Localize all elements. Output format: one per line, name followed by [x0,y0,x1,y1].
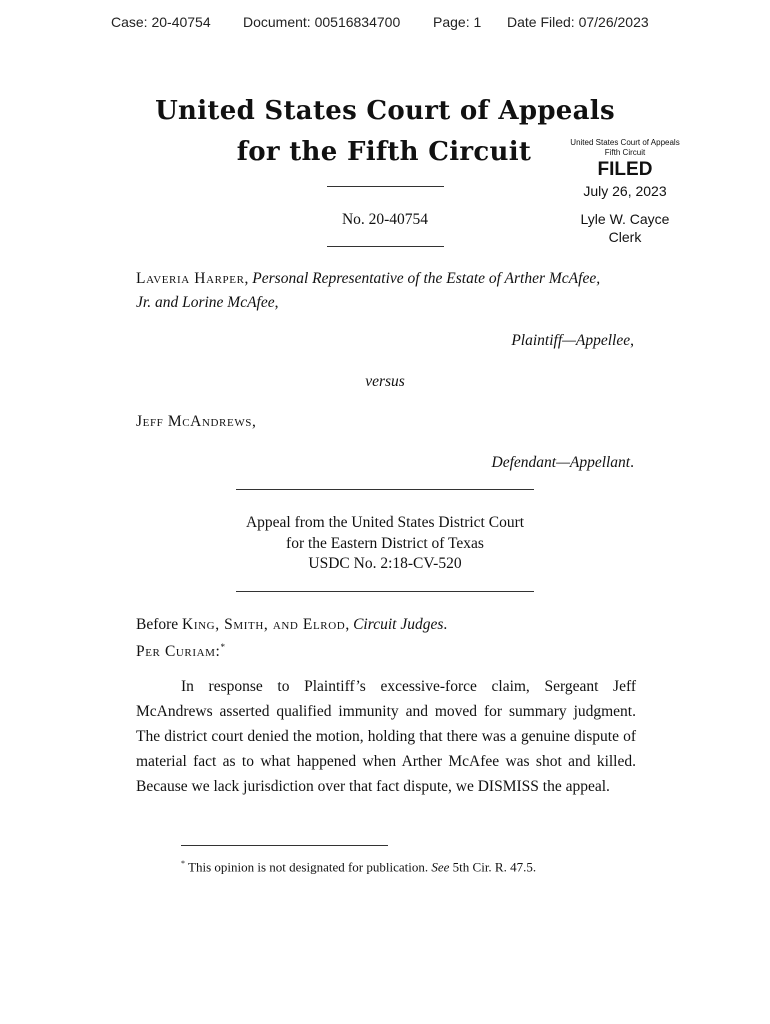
stamp-court: United States Court of Appeals [570,138,680,147]
defendant-line: Jeff McAndrews, [136,413,256,430]
footnote-marker-bottom: * [181,859,185,868]
circuit-name: for the Fifth Circuit [236,137,532,167]
per-curiam: Per Curiam: [136,643,221,661]
footnote-cite: 5th Cir. R. 47.5. [452,859,537,875]
plaintiff-role: Plaintiff—Appellee [511,332,631,349]
versus: versus [365,373,405,390]
stamp-filed: FILED [597,159,653,180]
per-curiam-line [136,642,225,661]
court-name: United States Court of Appeals [155,96,615,126]
divider [327,246,444,247]
stamp-clerk-name: Lyle W. Cayce [580,211,670,227]
appeal-line-1: Appeal from the United States District Court [245,514,525,531]
defendant-role: Defendant—Appellant [491,454,631,471]
plaintiff-line-2: Jr. and Lorine McAfee, [136,294,279,311]
opinion-paragraph: In response to Plaintiff’s excessive-force claim, Sergeant Jeff McAndrews asserted qualified immunity and moved for summary judgment. The district court denied the motion, holding that there was a genuine dispute of material fact as to what happened when Arther McAfee was shot and killed. Because we lack jurisdiction over that fact dispute, we DISMISS the appeal. [136,678,636,795]
case-number: No. 20-40754 [341,211,429,228]
divider [327,186,444,187]
stamp-circuit: Fifth Circuit [604,148,646,157]
defendant-name: Jeff McAndrews [136,413,253,430]
district-case-number: USDC No. 2:18-CV-520 [308,555,462,572]
panel-line: Before King, Smith, and Elrod, Circuit Judges. [136,616,448,633]
before-prefix: Before [136,616,179,633]
plaintiff-description-cont: Jr. and Lorine McAfee [136,294,275,311]
page-number-header: Page: 1 [433,14,482,30]
divider [236,591,534,592]
document-number-header: Document: 00516834700 [243,14,401,30]
opinion-body [136,674,636,799]
plaintiff-line: Laveria Harper, Personal Representative of the Estate of Arther McAfee, [136,270,601,287]
footnote-see: See [431,859,450,875]
appeal-line-2: for the Eastern District of Texas [286,535,484,552]
panel-judges: King, Smith, and Elrod [182,616,346,633]
footnote-marker: * [220,642,225,652]
stamp-clerk-title: Clerk [608,229,642,245]
plaintiff-name: Laveria Harper [136,270,245,287]
plaintiff-description: Personal Representative of the Estate of Arther McAfee, [252,270,601,287]
case-number-header: Case: 20-40754 [111,14,211,30]
defendant-role-line: Defendant—Appellant. [491,454,634,471]
date-filed-header: Date Filed: 07/26/2023 [507,14,649,30]
footnote-divider [181,845,388,846]
stamp-date: July 26, 2023 [583,183,667,199]
divider [236,489,534,490]
plaintiff-role-line: Plaintiff—Appellee, [511,332,634,349]
footnote-text: This opinion is not designated for publication. [188,859,429,875]
footnote [181,859,536,875]
judges-title: Circuit Judges [353,616,444,633]
